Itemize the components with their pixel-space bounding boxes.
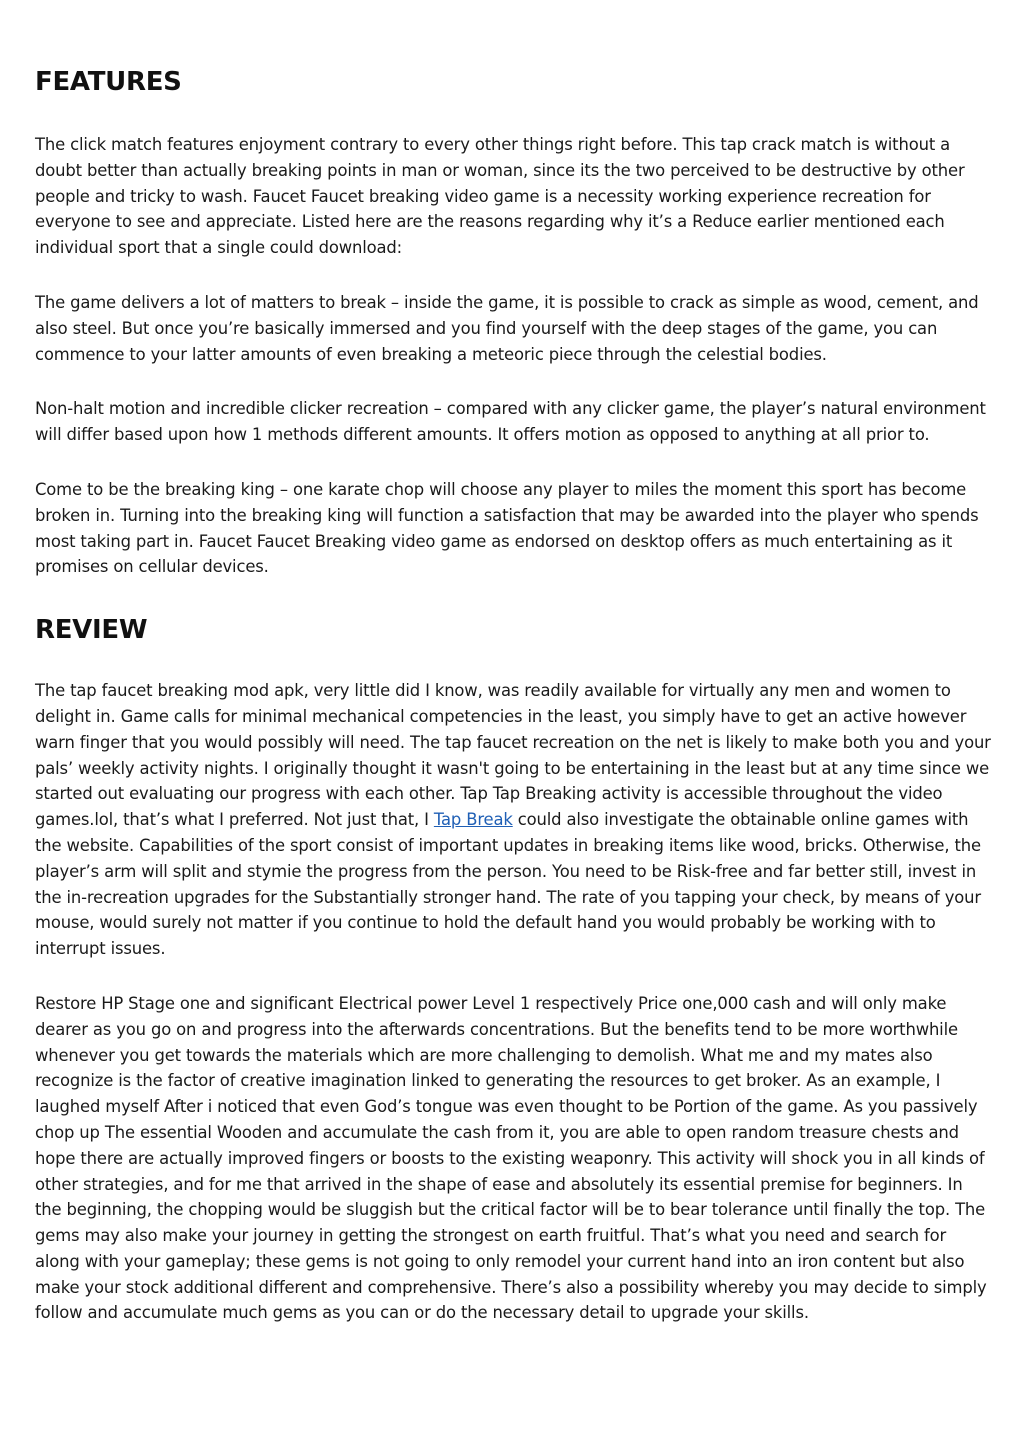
review-heading: REVIEW [35,615,148,646]
review-paragraph-1-text-after-link: could also investigate the obtainable online games with the website. Capabilities of the sport consist of important updates in breaking items like wood, bricks. Otherwise, the player’s arm will split and stymie the progress from the person. You need to be Risk-free and far better still, invest in the in-recreation upgrades for the Substantially stronger hand. The rate of you tapping your check, by means of your mouse, would surely not matter if you continue to hold the default hand you would probably be working with to interrupt issues. [35,810,981,959]
review-paragraph-1-text-before-link: The tap faucet breaking mod apk, very little did I know, was readily available for virtually any men and women to delight in. Game calls for minimal mechanical competencies in the least, you simply have to get an active however warn finger that you would possibly will need. The tap faucet recreation on the net is likely to make both you and your pals’ weekly activity nights. I originally thought it wasn't going to be entertaining in the least but at any time since we started out evaluating our progress with each other. Tap Tap Breaking activity is accessible throughout the video games.lol, that’s what I preferred. Not just that, I [35,681,991,830]
features-paragraph-2: The game delivers a lot of matters to break – inside the game, it is possible to crack as simple as wood, cement, and also steel. But once you’re basically immersed and you find yourself with the deep stages of the game, you can commence to your latter amounts of even breaking a meteoric piece through the celestial bodies. [35,292,979,364]
features-paragraph-4: Come to be the breaking king – one karate chop will choose any player to miles the moment this sport has become broken in. Turning into the breaking king will function a satisfaction that may be awarded into the player who spends most taking part in. Faucet Faucet Breaking video game as endorsed on desktop offers as much entertaining as it promises on cellular devices. [35,479,979,577]
review-paragraph-1 [35,678,991,962]
article [35,62,991,1355]
tap-break-link[interactable]: Tap Break [433,810,513,830]
features-paragraph-3: Non-halt motion and incredible clicker recreation – compared with any clicker game, the player’s natural environment will differ based upon how 1 methods different amounts. It offers motion as opposed to anything at all prior to. [35,399,986,445]
features-paragraph-1: The click match features enjoyment contrary to every other things right before. This tap crack match is without a doubt better than actually breaking points in man or woman, since its the two perceived to be destructive by other people and tricky to wash. Faucet Faucet breaking video game is a necessity working experience recreation for everyone to see and appreciate. Listed here are the reasons regarding why it’s a Reduce earlier mentioned each individual sport that a single could download: [35,135,965,258]
features-heading: FEATURES [35,67,182,97]
review-paragraph-2: Restore HP Stage one and significant Electrical power Level 1 respectively Price one,000 cash and will only make dearer as you go on and progress into the afterwards concentrations. But the benefits tend to be more worthwhile whenever you get towards the materials which are more challenging to demolish. What me and my mates also recognize is the factor of creative imagination linked to generating the resources to get broker. As an example, I laughed myself After i noticed that even God’s tongue was even thought to be Portion of the game. As you passively chop up The essential Wooden and accumulate the cash from it, you are able to open random treasure chests and hope there are actually improved fingers or boosts to the existing weaponry. This activity will shock you in all kinds of other strategies, and for me that arrived in the shape of ease and absolutely its essential premise for beginners. In the beginning, the chopping would be sluggish but the critical factor will be to bear tolerance until finally the top. The gems may also make your journey in getting the strongest on earth fruitful. That’s what you need and search for along with your gameplay; these gems is not going to only remodel your current hand into an iron content but also make your stock additional different and comprehensive. There’s also a possibility whereby you may decide to simply follow and accumulate much gems as you can or do the necessary detail to upgrade your skills. [35,993,987,1323]
